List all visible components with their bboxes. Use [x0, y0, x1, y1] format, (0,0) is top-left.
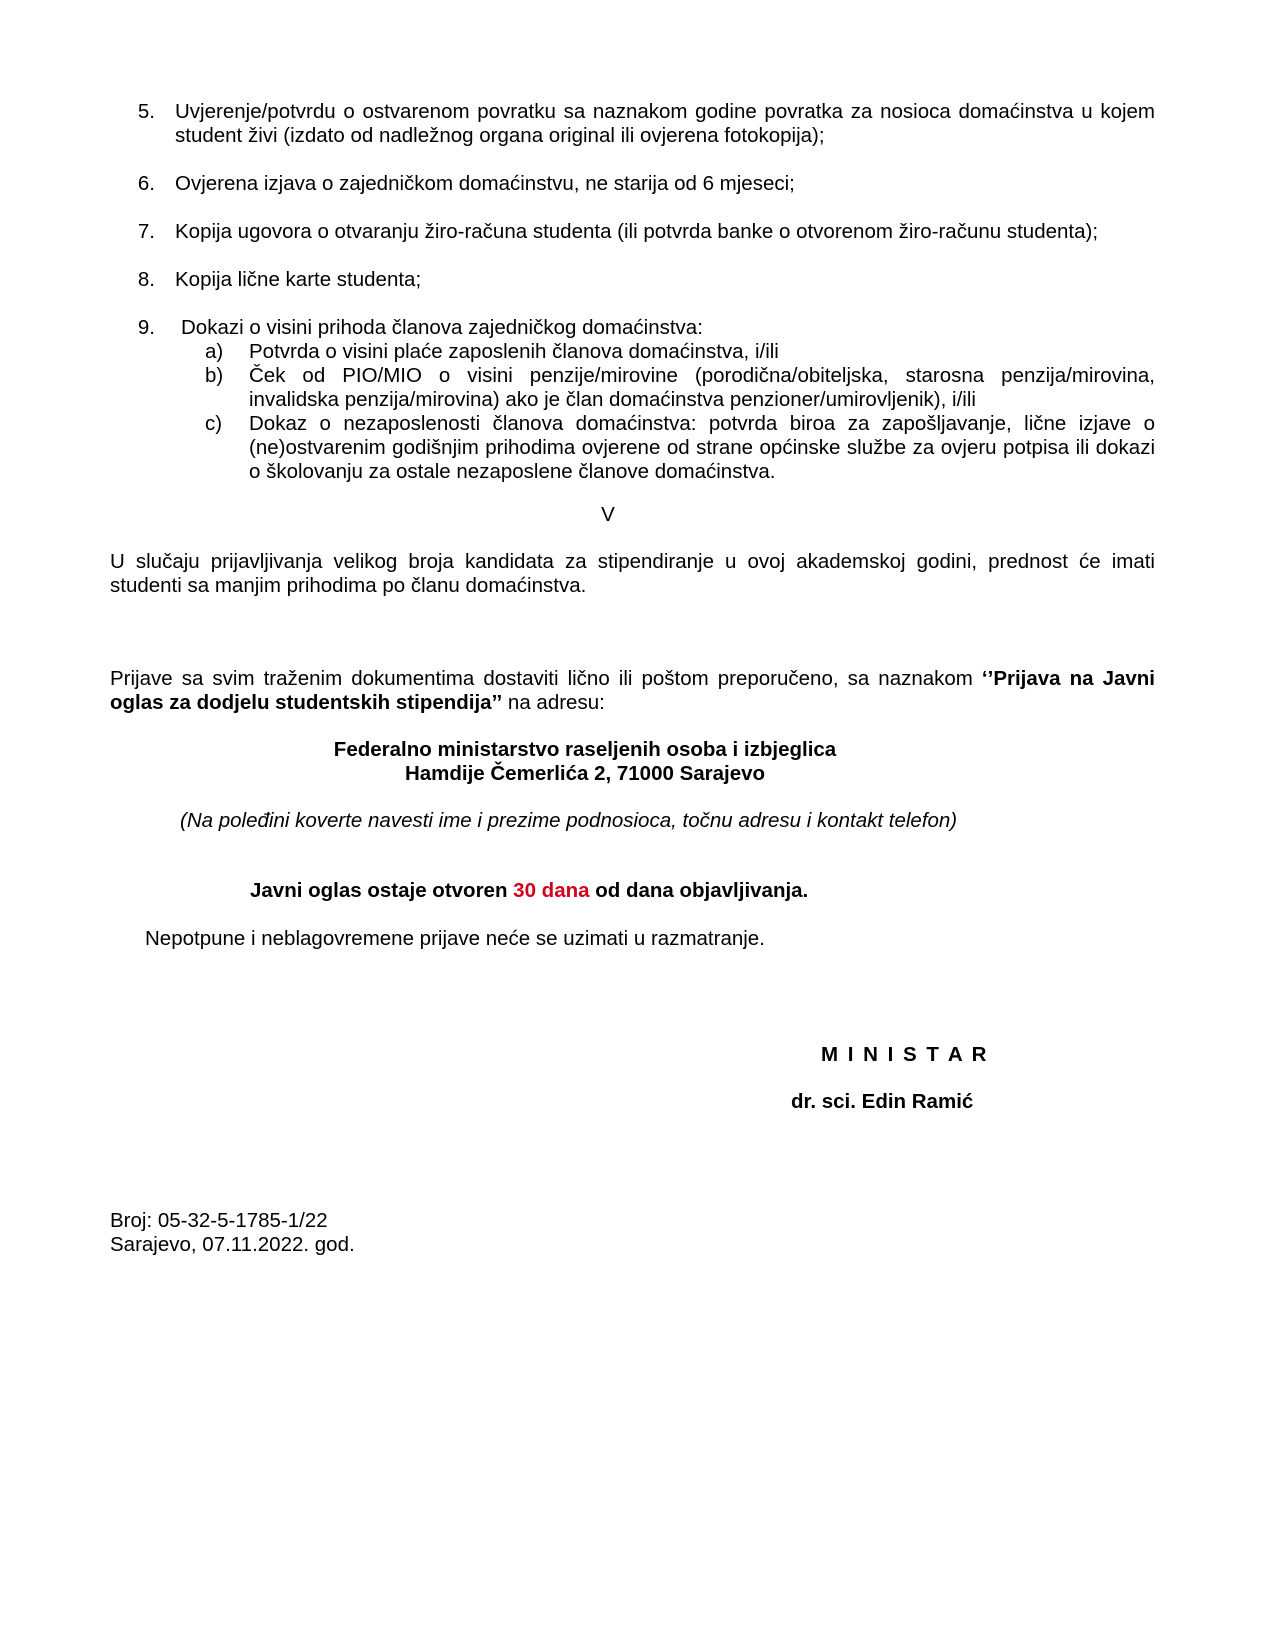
- reference-number: Broj: 05-32-5-1785-1/22: [110, 1209, 328, 1232]
- signature-name: dr. sci. Edin Ramić: [791, 1090, 974, 1113]
- item-text: Uvjerenje/potvrdu o ostvarenom povratku sa naznakom godine povratka za nosioca domaćinstva u kojem student živi (izdato od nadležnog organa original ili ovjerena fotokopija);: [175, 100, 1155, 147]
- item-number: 5.: [137, 100, 155, 123]
- list-item: [115, 220, 1175, 244]
- deadline-text-end: od dana objavljivanja.: [589, 879, 809, 902]
- submission-subject: ‘’Prijava na Javni oglas za dodjelu studentskih stipendija’’: [110, 667, 1155, 714]
- deadline-statement: [250, 879, 1150, 903]
- sub-item-text: Dokaz o nezaposlenosti članova domaćinstva: potvrda biroa za zapošljavanje, lične izjave o (ne)ostvarenim godišnjim prihodima ovjerene od strane općinske službe za ovjeru potpisa ili dokazi o školovanju za ostale nezaposlene članove domaćinstva.: [249, 412, 1155, 483]
- list-item: [115, 172, 1155, 196]
- priority-paragraph: U slučaju prijavljivanja velikog broja kandidata za stipendiranje u ovoj akademskoj godini, prednost će imati studenti sa manjim prihodima po članu domaćinstva.: [110, 550, 1155, 597]
- sub-item-letter: a): [205, 340, 224, 363]
- sub-item-text: Potvrda o visini plaće zaposlenih članova domaćinstva, i/ili: [249, 340, 779, 363]
- item-number: 6.: [137, 172, 155, 195]
- submission-paragraph: [110, 667, 1155, 715]
- sub-list-item: [205, 340, 1155, 364]
- reference-place-date: Sarajevo, 07.11.2022. god.: [110, 1233, 355, 1256]
- sub-list-item: [205, 364, 1155, 412]
- item-number: 9.: [137, 316, 155, 339]
- envelope-note: (Na poleđini koverte navesti ime i prezime podnosioca, točnu adresu i kontakt telefon): [180, 809, 958, 832]
- sub-item-letter: c): [205, 412, 223, 435]
- item-text: Kopija ugovora o otvaranju žiro-računa studenta (ili potvrda banke o otvorenom žiro-računu studenta);: [175, 220, 1099, 243]
- incomplete-note: Nepotpune i neblagovremene prijave neće se uzimati u razmatranje.: [145, 927, 765, 950]
- item-text: Dokazi o visini prihoda članova zajedničkog domaćinstva:: [181, 316, 703, 339]
- deadline-text: Javni oglas ostaje otvoren: [250, 879, 514, 902]
- sub-item-letter: b): [205, 364, 224, 387]
- submission-text: Prijave sa svim traženim dokumentima dostaviti lično ili poštom preporučeno, sa naznakom: [110, 667, 982, 690]
- signature-title: M I N I S T A R: [821, 1043, 989, 1066]
- sub-list-item: [205, 412, 1155, 484]
- list-item: [115, 100, 1155, 148]
- item-text: Kopija lične karte studenta;: [175, 268, 422, 291]
- item-number: 7.: [137, 220, 155, 243]
- item-text: Ovjerena izjava o zajedničkom domaćinstvu, ne starija od 6 mjeseci;: [175, 172, 795, 195]
- item-number: 8.: [137, 268, 155, 291]
- address-line-1: Federalno ministarstvo raseljenih osoba i izbjeglica: [333, 738, 837, 761]
- deadline-highlight: 30 dana: [513, 879, 590, 902]
- address-line-2: Hamdije Čemerlića 2, 71000 Sarajevo: [404, 762, 766, 785]
- list-item: [115, 316, 1155, 340]
- section-mark: V: [601, 503, 615, 526]
- submission-text-end: na adresu:: [502, 691, 605, 714]
- list-item: [115, 268, 1155, 292]
- sub-item-text: Ček od PIO/MIO o visini penzije/mirovine (porodična/obiteljska, starosna penzija/mirovina, invalidska penzija/mirovina) ako je član domaćinstva penzioner/umirovljenik), i/ili: [249, 364, 1155, 411]
